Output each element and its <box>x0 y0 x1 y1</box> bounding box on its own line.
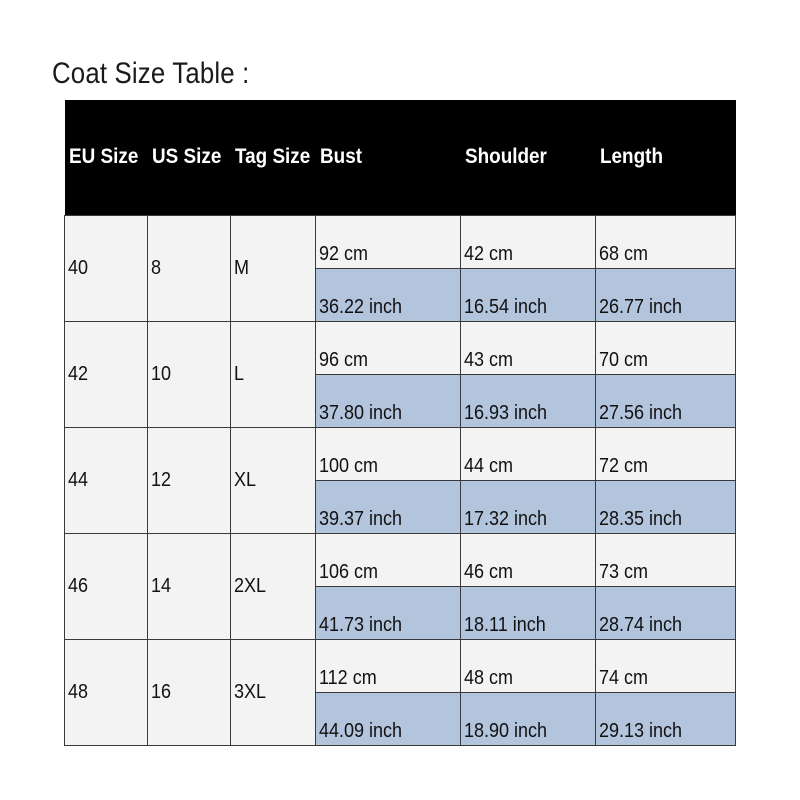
size-table <box>64 100 736 746</box>
bust-inch-cell-value: 37.80 inch <box>319 401 403 424</box>
length-inch-cell <box>596 268 736 321</box>
shoulder-inch-cell <box>461 374 596 427</box>
header-row <box>65 100 736 215</box>
eu-size-cell-value: 44 <box>68 468 89 491</box>
bust-cm-cell <box>316 215 461 268</box>
us-size-cell-value: 10 <box>151 362 172 385</box>
length-cm-cell <box>596 427 736 480</box>
length-inch-cell <box>596 374 736 427</box>
shoulder-cm-cell-value: 43 cm <box>464 348 514 371</box>
eu-size-cell-value: 42 <box>68 362 89 385</box>
shoulder-inch-cell-value: 18.11 inch <box>464 613 546 636</box>
shoulder-inch-cell-value: 17.32 inch <box>464 507 548 530</box>
length-inch-cell-value: 29.13 inch <box>599 719 683 742</box>
shoulder-cm-cell <box>461 215 596 268</box>
us-size-cell-value: 12 <box>151 468 172 491</box>
us-size-cell <box>148 427 231 533</box>
us-size-cell <box>148 533 231 639</box>
length-cm-cell-value: 74 cm <box>599 666 649 689</box>
shoulder-cm-cell-value: 44 cm <box>464 454 514 477</box>
bust-cm-cell <box>316 321 461 374</box>
shoulder-cm-cell <box>461 427 596 480</box>
length-inch-cell <box>596 586 736 639</box>
table-body <box>65 215 736 745</box>
tag-size-cell-value: 2XL <box>234 574 267 597</box>
length-cm-cell-value: 70 cm <box>599 348 649 371</box>
tag-size-cell <box>231 215 316 321</box>
length-cm-cell-value: 68 cm <box>599 242 649 265</box>
header-bust <box>316 100 461 215</box>
bust-cm-cell-value: 92 cm <box>319 242 369 265</box>
shoulder-cm-cell <box>461 533 596 586</box>
eu-size-cell-value: 48 <box>68 680 89 703</box>
shoulder-inch-cell <box>461 268 596 321</box>
header-length <box>596 100 736 215</box>
bust-inch-cell <box>316 268 461 321</box>
bust-cm-cell-value: 106 cm <box>319 560 379 583</box>
bust-inch-cell-value: 41.73 inch <box>319 613 403 636</box>
length-cm-cell <box>596 639 736 692</box>
tag-size-cell-value: XL <box>234 468 257 491</box>
header-eu-size <box>65 100 148 215</box>
header-label: Bust <box>319 145 362 169</box>
us-size-cell <box>148 215 231 321</box>
header-label: Tag Size <box>234 145 310 169</box>
length-inch-cell-value: 28.35 inch <box>599 507 683 530</box>
table-header <box>65 100 736 215</box>
bust-cm-cell <box>316 639 461 692</box>
header-label: Shoulder <box>464 145 547 169</box>
tag-size-cell <box>231 639 316 745</box>
us-size-cell-value: 14 <box>151 574 172 597</box>
length-inch-cell-value: 27.56 inch <box>599 401 683 424</box>
shoulder-inch-cell-value: 18.90 inch <box>464 719 548 742</box>
eu-size-cell <box>65 321 148 427</box>
shoulder-cm-cell <box>461 639 596 692</box>
bust-cm-cell <box>316 427 461 480</box>
page-title: Coat Size Table : <box>52 57 250 90</box>
bust-inch-cell <box>316 692 461 745</box>
bust-inch-cell <box>316 586 461 639</box>
bust-inch-cell-value: 36.22 inch <box>319 295 403 318</box>
bust-cm-cell-value: 112 cm <box>319 666 377 689</box>
bust-inch-cell <box>316 374 461 427</box>
shoulder-cm-cell <box>461 321 596 374</box>
header-label: EU Size <box>68 145 138 169</box>
table-row-cm <box>65 427 736 480</box>
bust-cm-cell-value: 100 cm <box>319 454 379 477</box>
eu-size-cell-value: 46 <box>68 574 89 597</box>
eu-size-cell <box>65 639 148 745</box>
bust-inch-cell-value: 39.37 inch <box>319 507 403 530</box>
tag-size-cell <box>231 427 316 533</box>
length-inch-cell-value: 26.77 inch <box>599 295 683 318</box>
eu-size-cell <box>65 427 148 533</box>
table-row-cm <box>65 639 736 692</box>
table-row-cm <box>65 321 736 374</box>
table-row-cm <box>65 533 736 586</box>
tag-size-cell-value: L <box>234 362 245 385</box>
tag-size-cell <box>231 321 316 427</box>
bust-cm-cell-value: 96 cm <box>319 348 369 371</box>
shoulder-cm-cell-value: 46 cm <box>464 560 514 583</box>
length-cm-cell <box>596 215 736 268</box>
length-inch-cell <box>596 480 736 533</box>
shoulder-inch-cell <box>461 586 596 639</box>
tag-size-cell-value: M <box>234 256 250 279</box>
us-size-cell-value: 16 <box>151 680 172 703</box>
shoulder-cm-cell-value: 42 cm <box>464 242 514 265</box>
eu-size-cell <box>65 533 148 639</box>
table-row-cm <box>65 215 736 268</box>
shoulder-cm-cell-value: 48 cm <box>464 666 514 689</box>
length-cm-cell-value: 72 cm <box>599 454 649 477</box>
length-cm-cell <box>596 321 736 374</box>
tag-size-cell <box>231 533 316 639</box>
shoulder-inch-cell <box>461 480 596 533</box>
header-us-size <box>148 100 231 215</box>
length-inch-cell <box>596 692 736 745</box>
shoulder-inch-cell <box>461 692 596 745</box>
header-label: US Size <box>151 145 221 169</box>
bust-inch-cell-value: 44.09 inch <box>319 719 403 742</box>
us-size-cell-value: 8 <box>151 256 162 279</box>
header-shoulder <box>461 100 596 215</box>
shoulder-inch-cell-value: 16.54 inch <box>464 295 548 318</box>
bust-inch-cell <box>316 480 461 533</box>
us-size-cell <box>148 321 231 427</box>
us-size-cell <box>148 639 231 745</box>
eu-size-cell <box>65 215 148 321</box>
bust-cm-cell <box>316 533 461 586</box>
length-cm-cell-value: 73 cm <box>599 560 649 583</box>
eu-size-cell-value: 40 <box>68 256 89 279</box>
header-label: Length <box>599 145 663 169</box>
tag-size-cell-value: 3XL <box>234 680 267 703</box>
header-tag-size <box>231 100 316 215</box>
length-inch-cell-value: 28.74 inch <box>599 613 683 636</box>
shoulder-inch-cell-value: 16.93 inch <box>464 401 548 424</box>
length-cm-cell <box>596 533 736 586</box>
